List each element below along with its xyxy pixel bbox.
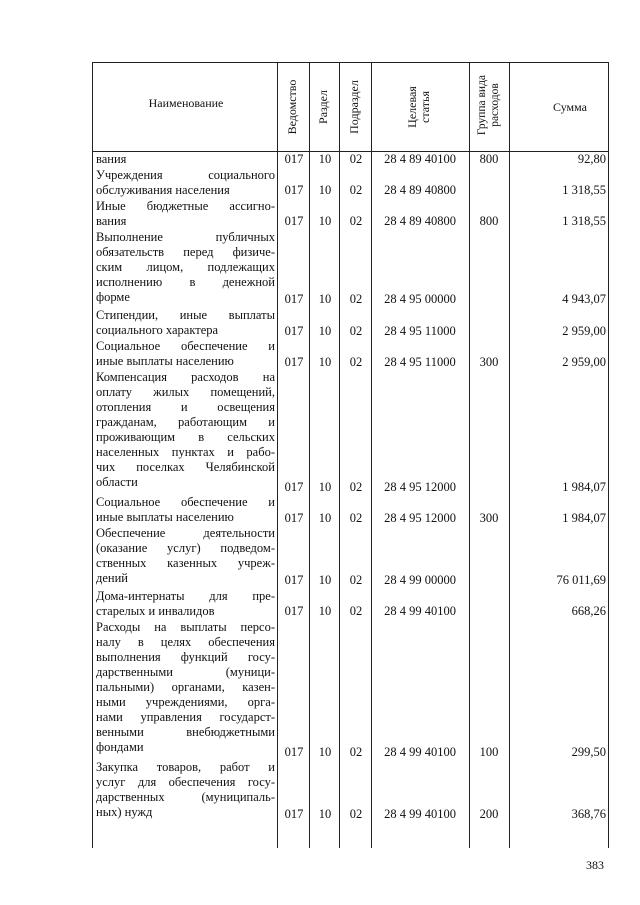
row-vedomstvo: 017 [284,292,304,307]
row-name-line: Закупка товаров, работ и [96,760,275,775]
row-name-line: оплату жилых помещений, [96,385,275,400]
row-name-line: венными внебюджетными [96,725,275,739]
header-summa: Сумма [553,100,587,114]
row-celevaya: 28 4 95 00000 [384,292,456,307]
row-name-line: ским лицом, подлежащих [96,260,275,274]
row-gruppa: 800 [479,152,499,166]
row-razdel: 10 [318,354,332,369]
row-name-line: ных) нужд [96,805,153,820]
row-vedomstvo: 017 [284,214,304,229]
row-name [96,168,275,198]
col-rule-pod [371,62,372,848]
row-vedomstvo: 017 [284,573,304,588]
row-name-line: чих поселках Челябинской [96,460,275,475]
row-name-line: отопления и освещения [96,400,275,415]
row-vedomstvo: 017 [284,510,304,525]
row-razdel: 10 [318,183,332,198]
row-celevaya: 28 4 99 40100 [384,604,456,619]
row-name-line: Обеспечение деятельности [96,526,275,541]
row-vedomstvo: 017 [284,354,304,369]
row-gruppa: 300 [479,354,499,369]
row-name-line: вания [96,213,127,228]
row-celevaya: 28 4 95 12000 [384,479,456,494]
row-razdel: 10 [318,323,332,338]
row-summa: 92,80 [577,152,606,166]
row-name-line: дений [96,571,128,586]
row-summa: 1 984,07 [562,479,606,494]
row-name-line: услуг для обеспечения госу- [96,775,275,790]
row-name-line: Социальное обеспечение и [96,495,275,510]
row-name-line: иные выплаты населению [96,354,234,369]
row-name-line: дарственными (муници- [96,665,275,679]
row-summa: 368,76 [571,807,606,822]
row-name-line: Выполнение публичных [96,230,275,244]
row-name-line: пальными) органами, казен- [96,680,275,694]
row-name-line: Расходы на выплаты персо- [96,620,275,634]
header-razdel: Раздел [316,90,330,124]
row-celevaya: 28 4 99 40100 [384,807,456,822]
header-celevaya-line2: статья [418,91,432,123]
row-name-line: области [96,475,138,490]
row-name-line: населенных пунктах и рабо- [96,445,275,460]
row-name-line: ными учреждениями, орга- [96,695,275,709]
row-celevaya: 28 4 89 40100 [384,152,456,166]
row-name-line: налу в целях обеспечения [96,635,275,649]
row-name-line: старелых и инвалидов [96,603,215,618]
row-name-line: иные выплаты населению [96,510,234,525]
row-razdel: 10 [318,604,332,619]
row-podrazdel: 02 [349,744,363,759]
row-razdel: 10 [318,744,332,759]
row-celevaya: 28 4 95 11000 [384,323,456,338]
col-rule-left [92,62,93,848]
row-name-line: дарственных (муниципаль- [96,790,275,805]
row-name-line: Учреждения социального [96,167,275,182]
row-summa: 668,26 [571,604,606,619]
row-summa: 1 984,07 [562,510,606,525]
row-celevaya: 28 4 95 11000 [384,354,456,369]
row-podrazdel: 02 [349,573,363,588]
row-name [96,199,275,229]
row-name-line: форме [96,290,130,304]
row-podrazdel: 02 [349,183,363,198]
row-name [96,230,275,305]
row-vedomstvo: 017 [284,604,304,619]
row-razdel: 10 [318,292,332,307]
row-vedomstvo: 017 [284,183,304,198]
row-summa: 4 943,07 [562,292,606,307]
row-name [96,620,275,755]
row-razdel: 10 [318,573,332,588]
header-gruppa [476,63,504,147]
header-name: Наименование [148,96,224,110]
header-podrazdel: Подраздел [347,80,361,134]
row-razdel: 10 [318,214,332,229]
row-celevaya: 28 4 99 40100 [384,744,456,759]
row-name [96,370,275,490]
row-summa: 2 959,00 [562,323,606,338]
col-rule-name [277,62,278,848]
row-name [96,308,275,338]
row-summa: 299,50 [571,744,606,759]
row-name-line: проживающим в сельских [96,430,275,445]
header-gruppa-line2: расходов [489,83,501,127]
row-name-line: Иные бюджетные ассигно- [96,198,275,213]
row-gruppa: 200 [479,807,499,822]
col-rule-raz [339,62,340,848]
row-podrazdel: 02 [349,479,363,494]
page-number: 383 [586,858,604,872]
row-podrazdel: 02 [349,214,363,229]
row-summa: 2 959,00 [562,354,606,369]
row-summa: 76 011,69 [556,573,606,588]
row-celevaya: 28 4 95 12000 [384,510,456,525]
row-podrazdel: 02 [349,807,363,822]
row-vedomstvo: 017 [284,479,304,494]
row-podrazdel: 02 [349,604,363,619]
row-name [96,589,275,619]
row-name-line: Компенсация расходов на [96,370,275,385]
row-razdel: 10 [318,510,332,525]
row-name-line: исполнению в денежной [96,275,275,289]
row-name-line: Социальное обеспечение и [96,339,275,354]
row-name-line: вания [96,152,127,166]
row-name [96,760,275,820]
row-podrazdel: 02 [349,152,363,166]
row-name-line: выполнения функций госу- [96,650,275,664]
header-vedomstvo: Ведомство [285,79,299,135]
col-rule-cel [469,62,470,848]
row-celevaya: 28 4 89 40800 [384,183,456,198]
row-name-line: Стипендии, иные выплаты [96,308,275,322]
header-gruppa-line1: Группа вида [476,74,488,136]
header-celevaya [406,67,434,147]
row-name-line: нами управления государст- [96,710,275,724]
row-podrazdel: 02 [349,292,363,307]
row-podrazdel: 02 [349,354,363,369]
row-vedomstvo: 017 [284,744,304,759]
table-top-border [92,62,608,63]
header-celevaya-line1: Целевая [405,86,419,128]
row-vedomstvo: 017 [284,807,304,822]
row-name-line: социального характера [96,323,219,337]
row-name [96,339,275,369]
row-name-line: обслуживания населения [96,182,230,197]
row-gruppa: 800 [479,214,499,229]
row-name [96,495,275,525]
row-celevaya: 28 4 89 40800 [384,214,456,229]
row-summa: 1 318,55 [562,214,606,229]
row-name-line: ственных казенных учреж- [96,556,275,571]
row-name-line: гражданам, работающим и [96,415,275,430]
row-razdel: 10 [318,479,332,494]
col-rule-right [608,62,609,848]
row-gruppa: 300 [479,510,499,525]
row-name [96,152,275,167]
row-razdel: 10 [318,152,332,166]
row-razdel: 10 [318,807,332,822]
row-name-line: (оказание услуг) подведом- [96,541,275,556]
row-vedomstvo: 017 [284,152,304,166]
row-summa: 1 318,55 [562,183,606,198]
row-vedomstvo: 017 [284,323,304,338]
row-podrazdel: 02 [349,510,363,525]
col-rule-grp [509,62,510,848]
row-celevaya: 28 4 99 00000 [384,573,456,588]
row-podrazdel: 02 [349,323,363,338]
row-name-line: фондами [96,740,144,754]
row-gruppa: 100 [479,744,499,759]
row-name-line: обязательств перед физиче- [96,245,275,259]
col-rule-ved [309,62,310,848]
row-name [96,526,275,586]
row-name-line: Дома-интернаты для пре- [96,588,275,603]
